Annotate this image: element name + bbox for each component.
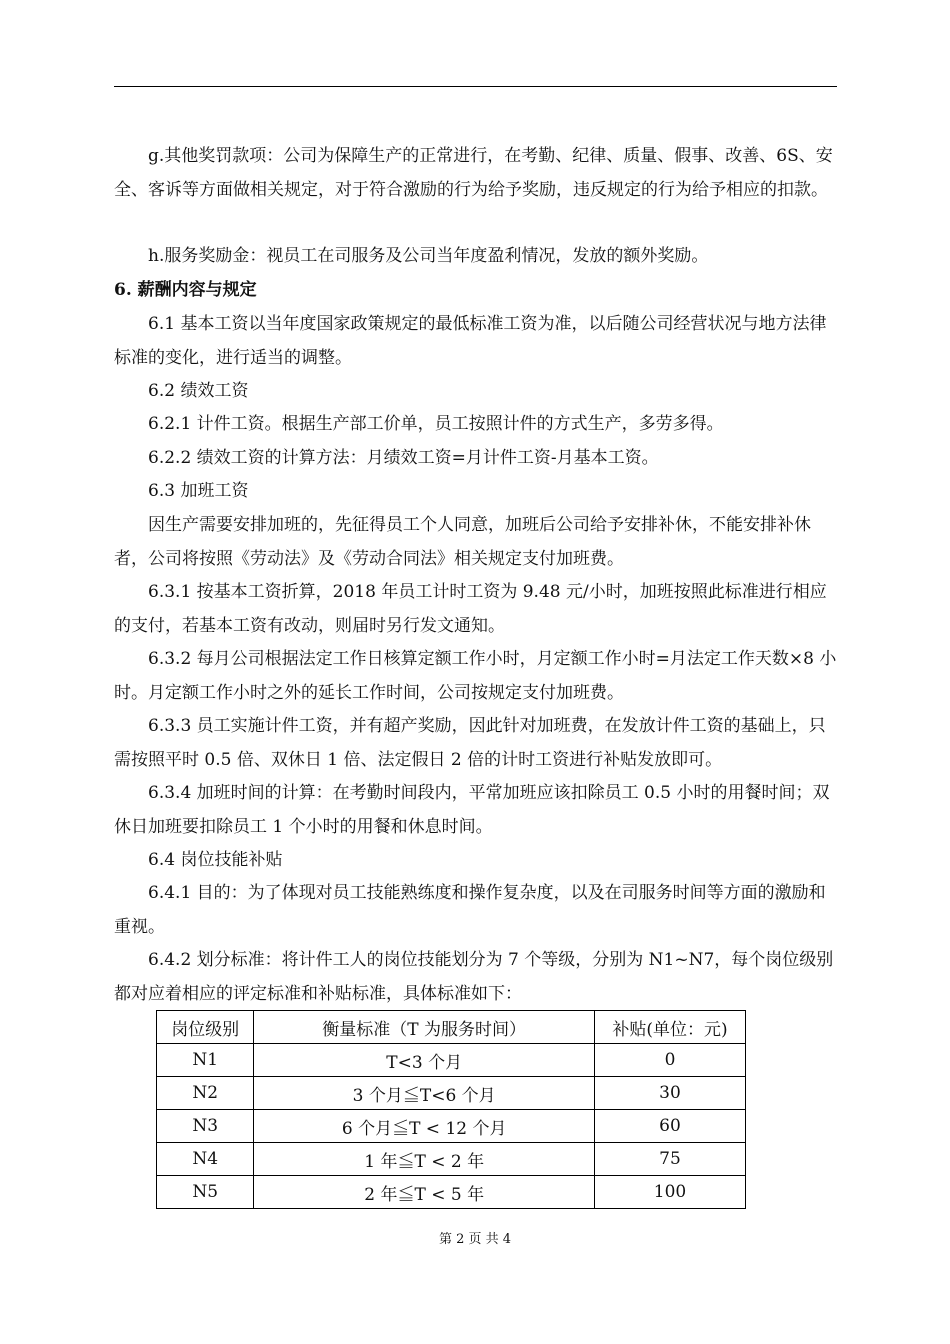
table-cell: T<3 个月	[254, 1044, 595, 1077]
paragraph-g: g.其他奖罚款项：公司为保障生产的正常进行，在考勤、纪律、质量、假事、改善、6S、安全、客诉等方面做相关规定，对于符合激励的行为给予奖励，违反规定的行为给予相应的扣款。	[114, 146, 833, 200]
table-cell: 3 个月≦T<6 个月	[254, 1077, 595, 1110]
paragraph-6-2-2: 6.2.2 绩效工资的计算方法：月绩效工资=月计件工资-月基本工资。	[148, 448, 659, 468]
paragraph-h: h.服务奖励金：视员工在司服务及公司当年度盈利情况，发放的额外奖励。	[148, 246, 709, 266]
table-header-cell: 衡量标准（T 为服务时间）	[254, 1011, 595, 1044]
table-cell: N4	[157, 1143, 254, 1176]
table-row	[157, 1110, 746, 1143]
table-cell: N1	[157, 1044, 254, 1077]
paragraph-6-2-1: 6.2.1 计件工资。根据生产部工价单，员工按照计件的方式生产，多劳多得。	[148, 414, 724, 434]
table-cell: N3	[157, 1110, 254, 1143]
paragraph-6-1: 6.1 基本工资以当年度国家政策规定的最低标准工资为准，以后随公司经营状况与地方法律标准的变化，进行适当的调整。	[114, 314, 827, 368]
paragraph-6-3-3: 6.3.3 员工实施计件工资，并有超产奖励，因此针对加班费，在发放计件工资的基础上，只需按照平时 0.5 倍、双休日 1 倍、法定假日 2 倍的计时工资进行补贴发放即可。	[114, 716, 826, 770]
paragraph-6-3-body: 因生产需要安排加班的，先征得员工个人同意，加班后公司给予安排补休，不能安排补休者，公司将按照《劳动法》及《劳动合同法》相关规定支付加班费。	[114, 515, 811, 569]
table-cell: 0	[594, 1044, 745, 1077]
table-header-row	[157, 1011, 746, 1044]
table-row	[157, 1077, 746, 1110]
paragraph-6-4: 6.4 岗位技能补贴	[148, 850, 283, 870]
skill-grade-table	[156, 1010, 746, 1209]
table-row	[157, 1176, 746, 1209]
paragraph-6-2: 6.2 绩效工资	[148, 381, 249, 401]
section-6-heading: 6. 薪酬内容与规定	[114, 280, 257, 300]
paragraph-6-3: 6.3 加班工资	[148, 481, 249, 501]
table-cell: 30	[594, 1077, 745, 1110]
table-cell: 2 年≦T < 5 年	[254, 1176, 595, 1209]
page-footer: 第 2 页 共 4	[438, 1232, 512, 1247]
paragraph-6-4-1: 6.4.1 目的：为了体现对员工技能熟练度和操作复杂度，以及在司服务时间等方面的激励和重视。	[114, 883, 826, 937]
table-cell: 75	[594, 1143, 745, 1176]
table-cell: N5	[157, 1176, 254, 1209]
table-cell: 6 个月≦T < 12 个月	[254, 1110, 595, 1143]
table-cell: 60	[594, 1110, 745, 1143]
paragraph-6-3-2: 6.3.2 每月公司根据法定工作日核算定额工作小时，月定额工作小时=月法定工作天数×8 小时。月定额工作小时之外的延长工作时间，公司按规定支付加班费。	[114, 649, 837, 703]
table-cell: 100	[594, 1176, 745, 1209]
table-header-cell: 岗位级别	[157, 1011, 254, 1044]
table-header-cell: 补贴(单位：元)	[594, 1011, 745, 1044]
header-rule	[114, 86, 837, 87]
paragraph-6-4-2: 6.4.2 划分标准：将计件工人的岗位技能划分为 7 个等级，分别为 N1~N7，每个岗位级别都对应着相应的评定标准和补贴标准，具体标准如下：	[114, 950, 834, 1004]
paragraph-6-3-1: 6.3.1 按基本工资折算，2018 年员工计时工资为 9.48 元/小时，加班按照此标准进行相应的支付，若基本工资有改动，则届时另行发文通知。	[114, 582, 827, 636]
table-cell: 1 年≦T < 2 年	[254, 1143, 595, 1176]
table-row	[157, 1044, 746, 1077]
table-cell: N2	[157, 1077, 254, 1110]
paragraph-6-3-4: 6.3.4 加班时间的计算：在考勤时间段内，平常加班应该扣除员工 0.5 小时的用餐时间；双休日加班要扣除员工 1 个小时的用餐和休息时间。	[114, 783, 830, 837]
table-row	[157, 1143, 746, 1176]
